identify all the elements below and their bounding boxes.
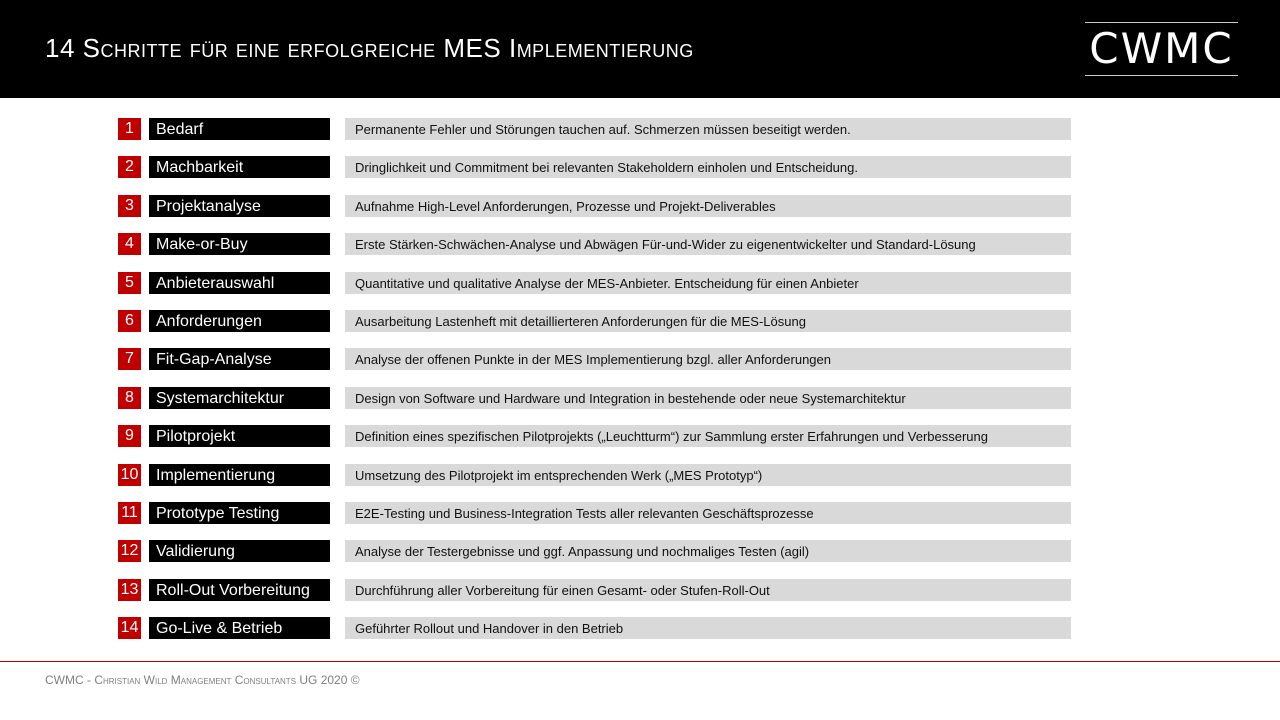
step-label: Machbarkeit — [149, 156, 330, 178]
step-row — [0, 617, 1280, 639]
step-label: Make-or-Buy — [149, 233, 330, 255]
step-description: Definition eines spezifischen Pilotprojekts („Leuchtturm“) zur Sammlung erster Erfahrungen und Verbesserung — [345, 425, 1071, 447]
step-row — [0, 195, 1280, 217]
step-label: Implementierung — [149, 464, 330, 486]
step-description: Geführter Rollout und Handover in den Betrieb — [345, 617, 1071, 639]
step-number: 8 — [118, 387, 141, 409]
step-label: Prototype Testing — [149, 502, 330, 524]
header-bar — [0, 0, 1280, 98]
step-number: 1 — [118, 118, 141, 140]
step-row — [0, 387, 1280, 409]
step-row — [0, 310, 1280, 332]
step-row — [0, 233, 1280, 255]
step-description: Quantitative und qualitative Analyse der MES-Anbieter. Entscheidung für einen Anbieter — [345, 272, 1071, 294]
step-number: 7 — [118, 348, 141, 370]
step-number: 6 — [118, 310, 141, 332]
step-description: Design von Software und Hardware und Integration in bestehende oder neue Systemarchitektur — [345, 387, 1071, 409]
step-description: Aufnahme High-Level Anforderungen, Prozesse und Projekt-Deliverables — [345, 195, 1071, 217]
step-number: 14 — [118, 617, 141, 639]
step-description: Erste Stärken-Schwächen-Analyse und Abwägen Für-und-Wider zu eigenentwickelter und Standard-Lösung — [345, 233, 1071, 255]
step-description: E2E-Testing und Business-Integration Tests aller relevanten Geschäftsprozesse — [345, 502, 1071, 524]
step-row — [0, 156, 1280, 178]
step-description: Analyse der offenen Punkte in der MES Implementierung bzgl. aller Anforderungen — [345, 348, 1071, 370]
step-number: 3 — [118, 195, 141, 217]
step-label: Systemarchitektur — [149, 387, 330, 409]
step-label: Fit-Gap-Analyse — [149, 348, 330, 370]
step-row — [0, 579, 1280, 601]
footer-divider — [0, 661, 1280, 662]
step-label: Anforderungen — [149, 310, 330, 332]
step-row — [0, 118, 1280, 140]
step-row — [0, 425, 1280, 447]
step-number: 12 — [118, 540, 141, 562]
step-label: Projektanalyse — [149, 195, 330, 217]
step-row — [0, 348, 1280, 370]
step-label: Pilotprojekt — [149, 425, 330, 447]
step-label: Bedarf — [149, 118, 330, 140]
step-description: Ausarbeitung Lastenheft mit detaillierteren Anforderungen für die MES-Lösung — [345, 310, 1071, 332]
step-description: Analyse der Testergebnisse und ggf. Anpassung und nochmaliges Testen (agil) — [345, 540, 1071, 562]
step-number: 5 — [118, 272, 141, 294]
step-row — [0, 540, 1280, 562]
step-label: Validierung — [149, 540, 330, 562]
cwmc-logo — [1085, 22, 1238, 76]
step-label: Go-Live & Betrieb — [149, 617, 330, 639]
step-label: Roll-Out Vorbereitung — [149, 579, 330, 601]
step-description: Umsetzung des Pilotprojekt im entsprechenden Werk („MES Prototyp“) — [345, 464, 1071, 486]
logo-text: CWMC — [1089, 24, 1234, 73]
step-row — [0, 272, 1280, 294]
step-description: Dringlichkeit und Commitment bei relevanten Stakeholdern einholen und Entscheidung. — [345, 156, 1071, 178]
step-number: 10 — [118, 464, 141, 486]
step-number: 2 — [118, 156, 141, 178]
step-number: 9 — [118, 425, 141, 447]
step-number: 4 — [118, 233, 141, 255]
step-description: Durchführung aller Vorbereitung für einen Gesamt- oder Stufen-Roll-Out — [345, 579, 1071, 601]
footer-copyright: CWMC - Christian Wild Management Consultants UG 2020 © — [45, 673, 360, 687]
step-row — [0, 464, 1280, 486]
step-description: Permanente Fehler und Störungen tauchen auf. Schmerzen müssen beseitigt werden. — [345, 118, 1071, 140]
slide-title: 14 Schritte für eine erfolgreiche MES Implementierung — [45, 33, 694, 63]
step-number: 13 — [118, 579, 141, 601]
step-number: 11 — [118, 502, 141, 524]
step-label: Anbieterauswahl — [149, 272, 330, 294]
step-row — [0, 502, 1280, 524]
